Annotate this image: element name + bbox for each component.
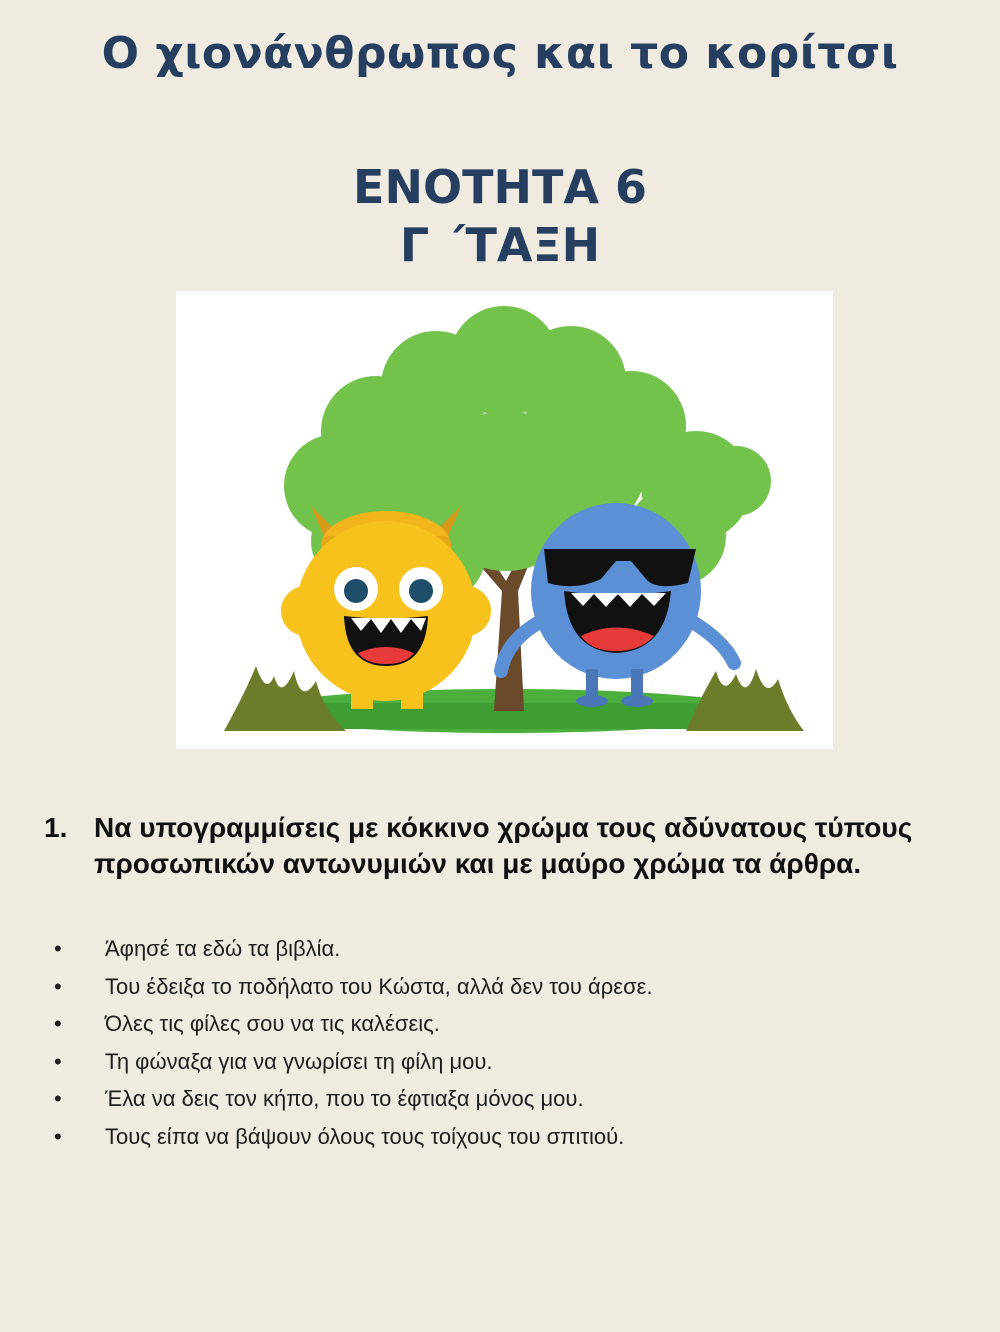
bullet-icon: • — [54, 1048, 62, 1074]
unit-heading: ΕΝΟΤΗΤΑ 6 — [353, 160, 647, 214]
list-item — [50, 968, 950, 1006]
exercise-number: 1. — [44, 812, 68, 843]
sentence-text: Τους είπα να βάψουν όλους τους τοίχους του σπιτιού. — [105, 1123, 625, 1149]
list-item — [50, 930, 950, 968]
page-title: Ο χιονάνθρωπος και το κορίτσι — [101, 28, 899, 79]
bullet-icon: • — [54, 1086, 62, 1112]
class-heading: Γ ΄ΤΑΞΗ — [399, 218, 601, 272]
sentence-text: Όλες τις φίλες σου να τις καλέσεις. — [105, 1011, 440, 1037]
exercise-text: Να υπογραμμίσεις με κόκκινο χρώμα τους αδύνατους τύπους προσωπικών αντωνυμιών και με μαύρο χρώμα τα άρθρα. — [94, 812, 913, 879]
list-item — [50, 1005, 950, 1043]
sentence-text: Έλα να δεις τον κήπο, που το έφτιαξα μόνος μου. — [105, 1086, 584, 1112]
bullet-icon: • — [54, 1123, 62, 1149]
exercise-instruction — [44, 810, 944, 882]
monsters-illustration — [176, 291, 833, 749]
sentence-text: Τη φώναξα για να γνωρίσει τη φίλη μου. — [105, 1048, 493, 1074]
bullet-icon: • — [54, 973, 62, 999]
bullet-icon: • — [54, 1011, 62, 1037]
two-monsters-under-tree-icon — [176, 291, 833, 749]
sentence-list — [50, 930, 950, 1156]
bullet-icon: • — [54, 936, 62, 961]
list-item — [50, 1118, 950, 1156]
list-item — [50, 1080, 950, 1118]
list-item — [50, 1043, 950, 1081]
sentence-text: Του έδειξα το ποδήλατο του Κώστα, αλλά δεν του άρεσε. — [105, 973, 653, 999]
sentence-text: Άφησέ τα εδώ τα βιβλία. — [105, 936, 341, 961]
